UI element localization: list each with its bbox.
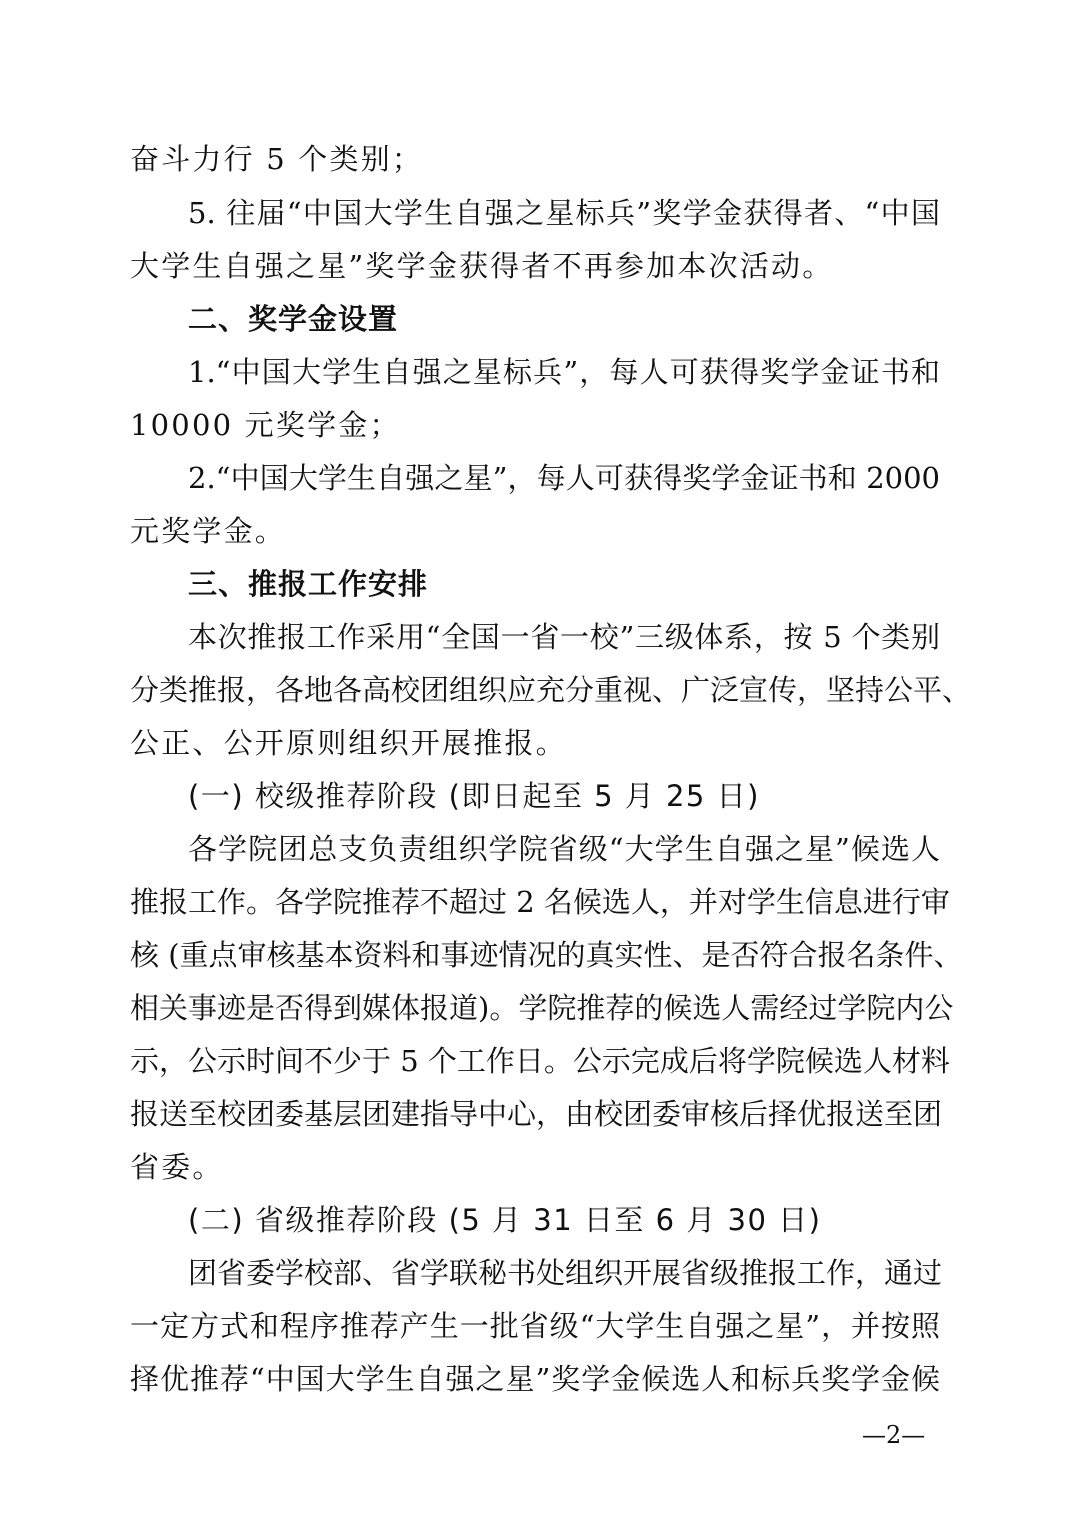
body-line: 1.“中国大学生自强之星标兵”，每人可获得奖学金证书和 — [188, 355, 940, 389]
section-heading: 三、推报工作安排 — [188, 567, 429, 601]
body-line: 本次推报工作采用“全国一省一校”三级体系，按 5 个类别 — [188, 620, 940, 654]
body-line: 推报工作。各学院推荐不超过 2 名候选人，并对学生信息进行审 — [130, 885, 950, 919]
body-line: 示，公示时间不少于 5 个工作日。公示完成后将学院候选人材料 — [130, 1044, 950, 1078]
section-heading: 二、奖学金设置 — [188, 302, 399, 336]
subsection-heading: (一) 校级推荐阶段 (即日起至 5 月 25 日) — [188, 779, 760, 813]
body-line: 公正、公开原则组织开展推报。 — [130, 726, 567, 760]
body-line: 5. 往届“中国大学生自强之星标兵”奖学金获得者、“中国 — [188, 196, 940, 230]
body-line: 大学生自强之星”奖学金获得者不再参加本次活动。 — [130, 249, 834, 283]
body-line: 各学院团总支负责组织学院省级“大学生自强之星”候选人 — [188, 832, 940, 866]
body-line: 分类推报，各地各高校团组织应充分重视、广泛宣传，坚持公平、 — [130, 673, 972, 707]
body-line: 相关事迹是否得到媒体报道)。学院推荐的候选人需经过学院内公 — [130, 991, 954, 1025]
body-line: 报送至校团委基层团建指导中心，由校团委审核后择优报送至团 — [130, 1097, 943, 1131]
body-line: 核 (重点审核基本资料和事迹情况的真实性、是否符合报名条件、 — [130, 938, 963, 972]
body-line: 10000 元奖学金； — [130, 408, 401, 442]
page-number: —2— — [862, 1421, 926, 1449]
body-line: 元奖学金。 — [130, 514, 287, 548]
body-line: 一定方式和程序推荐产生一批省级“大学生自强之星”，并按照 — [130, 1309, 940, 1343]
body-line: 团省委学校部、省学联秘书处组织开展省级推报工作，通过 — [188, 1256, 943, 1290]
body-line: 2.“中国大学生自强之星”，每人可获得奖学金证书和 2000 — [188, 461, 940, 495]
subsection-heading: (二) 省级推荐阶段 (5 月 31 日至 6 月 30 日) — [188, 1203, 822, 1237]
body-line: 择优推荐“中国大学生自强之星”奖学金候选人和标兵奖学金候 — [130, 1362, 940, 1396]
body-line: 省委。 — [130, 1150, 224, 1184]
body-line: 奋斗力行 5 个类别； — [130, 142, 424, 176]
